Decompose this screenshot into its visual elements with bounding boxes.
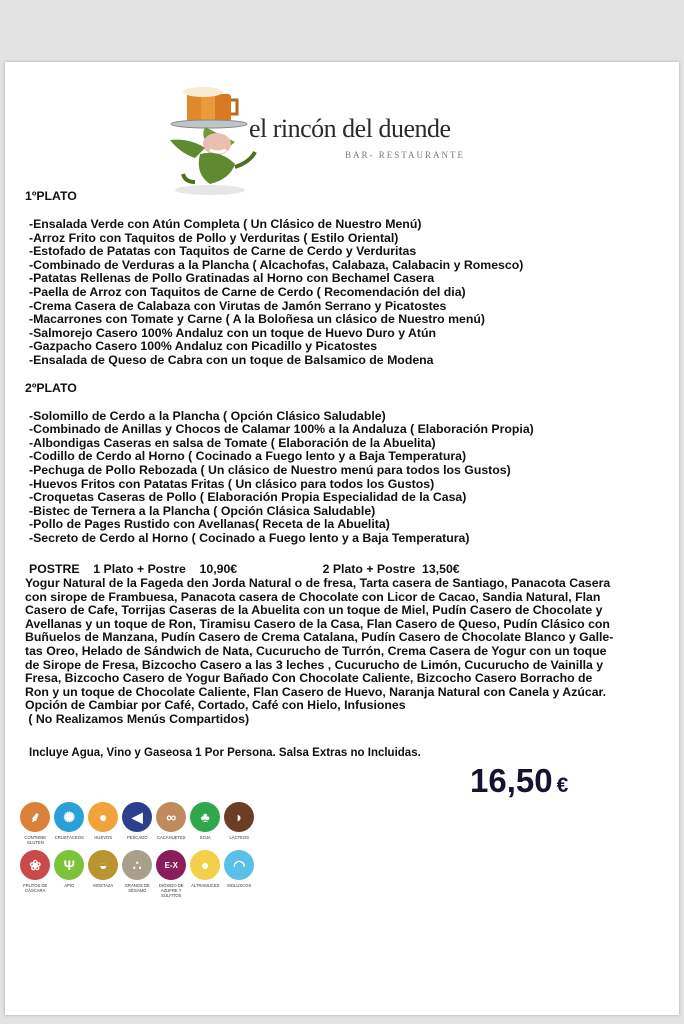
allergen-gluten: ⸙ CONTIENE GLUTEN [19,802,52,845]
allergen-fish: ◀ PESCADO [121,802,154,845]
menu-item: -Patatas Rellenas de Pollo Gratinadas al Horno con Bechamel Casera [29,271,435,286]
dessert-line: tas Oreo, Helado de Sándwich de Nata, Cucurucho de Turrón, Crema Casera de Yogur con un toque [25,644,607,659]
shell-icon: ◠ [224,850,254,880]
allergen-soy: ♣ SOJA [189,802,222,845]
menu-item: -Macarrones con Tomate y Carne ( A la Boloñesa un clásico de Nuestro menú) [29,312,486,327]
allergen-nuts: ❀ FRUTOS DE CÁSCARA [19,850,52,898]
price-value: 16,50 [470,762,553,799]
allergen-celery: Ψ APIO [53,850,86,898]
first-course-list [29,218,665,368]
no-sharing-note: ( No Realizamos Menús Compartidos) [25,712,250,726]
menu-item: -Codillo de Cerdo al Horno ( Cocinado a Fuego lento y a Baja Temperatura) [29,449,467,464]
menu-item: -Bistec de Ternera a la Plancha ( Opción Clásica Saludable) [29,503,376,518]
menu-page [5,62,679,1015]
peanut-icon: ∞ [156,802,186,832]
menu-item: -Pollo de Pages Rustido con Avellanas( Receta de la Abuelita) [29,517,390,532]
allergen-dairy: ◗ LÁCTEOS [223,802,256,845]
celery-icon: Ψ [54,850,84,880]
crab-icon: ✺ [54,802,84,832]
currency-symbol: € [556,774,569,797]
allergen-row-2 [19,850,259,898]
option2-price: 13,50€ [422,562,460,577]
menu-item: -Combinado de Verduras a la Plancha ( Alcachofas, Calabaza, Calabacin y Romesco) [29,257,524,272]
allergen-crustaceans: ✺ CRUSTÁCEOS [53,802,86,845]
dessert-header [25,563,665,577]
nut-icon: ❀ [20,850,50,880]
lupin-icon: ● [190,850,220,880]
milk-jug-icon: ◗ [224,802,254,832]
dessert-title: POSTRE [29,562,80,577]
duende-mascot-icon [165,72,260,197]
menu-item: -Albondigas Caseras en salsa de Tomate ( Elaboración de la Abuelita) [29,435,436,450]
menu-content [25,190,665,760]
allergen-lupin: ● ALTRAMUCES [189,850,222,898]
menu-item: -Pechuga de Pollo Rebozada ( Un clásico de Nuestro menú para todos los Gustos) [29,462,511,477]
sesame-icon: ∴ [122,850,152,880]
fish-icon: ◀ [122,802,152,832]
dessert-line: Casero de Cafe, Torrijas Caseras de la Abuelita con un toque de Miel, Pudín Casero de Chocolate y [25,603,603,618]
allergen-mustard: ◒ MOSTAZA [87,850,120,898]
allergen-legend [19,802,259,903]
soy-icon: ♣ [190,802,220,832]
restaurant-name: el rincón del duende [249,114,451,143]
menu-item: -Huevos Fritos con Patatas Fritas ( Un clásico para todos los Gustos) [29,476,435,491]
allergen-row-1 [19,802,259,845]
menu-item: -Ensalada de Queso de Cabra con un toque de Balsamico de Modena [29,352,434,367]
allergen-sesame: ∴ GRANOS DE SÉSAMO [121,850,154,898]
menu-item: -Secreto de Cerdo al Horno ( Cocinado a Fuego lento y a Baja Temperatura) [29,530,470,545]
includes-note: Incluye Agua, Vino y Gaseosa 1 Por Persona. Salsa Extras no Incluidas. [29,746,421,759]
restaurant-subtitle: BAR- RESTAURANTE [345,150,466,160]
dessert-line: Buñuelos de Manzana, Pudín Casero de Crema Catalana, Pudín Casero de Chocolate Blanco y Galle- [25,630,614,645]
menu-item: -Gazpacho Casero 100% Andaluz con Picadillo y Picatostes [29,339,378,354]
menu-item: -Ensalada Verde con Atún Completa ( Un Clásico de Nuestro Menú) [29,217,422,231]
menu-price [470,762,568,800]
second-course-title: 2ºPLATO [25,380,77,395]
allergen-peanuts: ∞ CACAHUETES [155,802,188,845]
option1-label: 1 Plato + Postre [93,562,186,577]
menu-item: -Crema Casera de Calabaza con Virutas de Jamón Serrano y Picatostes [29,298,447,313]
dessert-line: Fresa, Bizcocho Casero de Yogur Bañado Con Chocolate Caliente, Bizcocho Casero Borracho de [25,671,593,686]
option2-label: 2 Plato + Postre [322,562,416,577]
menu-item: -Salmorejo Casero 100% Andaluz con un toque de Huevo Duro y Atún [29,325,436,340]
dessert-line: Opción de Cambiar por Café, Cortado, Café con Hielo, Infusiones [25,698,406,713]
menu-item: -Estofado de Patatas con Taquitos de Carne de Cerdo y Verduritas [29,244,417,259]
dessert-line: con sirope de Frambuesa, Panacota casera de Chocolate con Licor de Cacao, Sandia Natural, Flan [25,589,601,604]
dessert-line: Ron y un toque de Chocolate Caliente, Flan Casero de Huevo, Naranja Natural con Canela y Azúcar. [25,684,607,699]
menu-item: -Croquetas Caseras de Pollo ( Elaboración Propia Especialidad de la Casa) [29,490,467,505]
dessert-line: de Sirope de Fresa, Bizcocho Casero a las 3 leches , Cucurucho de Limón, Cucurucho de Vainilla y [25,657,604,672]
restaurant-logo [165,72,466,197]
dessert-line: Yogur Natural de la Fageda den Jorda Natural o de fresa, Tarta casera de Santiago, Panacota Casera [25,576,611,591]
first-course-title: 1ºPLATO [25,189,77,203]
allergen-molluscs: ◠ MOLUSCOS [223,850,256,898]
sulphite-icon: E-X [156,850,186,880]
allergen-sulphites: E-X DIÓXIDO DE AZUFRE Y SULFITOS [155,850,188,898]
eggs-icon: ● [88,802,118,832]
wheat-icon: ⸙ [20,802,50,832]
allergen-eggs: ● HUEVOS [87,802,120,845]
dessert-line: Avellanas y un toque de Ron, Tiramisu Casero de la Casa, Flan Casero de Queso, Pudín Clásico con [25,616,610,631]
second-course-list [29,410,665,546]
menu-item: -Solomillo de Cerdo a la Plancha ( Opción Clásico Saludable) [29,408,386,423]
mustard-icon: ◒ [88,850,118,880]
option1-price: 10,90€ [199,562,238,577]
dessert-description [25,577,665,727]
menu-item: -Paella de Arroz con Taquitos de Carne de Cerdo ( Recomendación del dia) [29,284,466,299]
menu-item: -Combinado de Anillas y Chocos de Calamar 100% a la Andaluza ( Elaboración Propia) [29,422,534,437]
menu-item: -Arroz Frito con Taquitos de Pollo y Verduritas ( Estilo Oriental) [29,230,399,245]
